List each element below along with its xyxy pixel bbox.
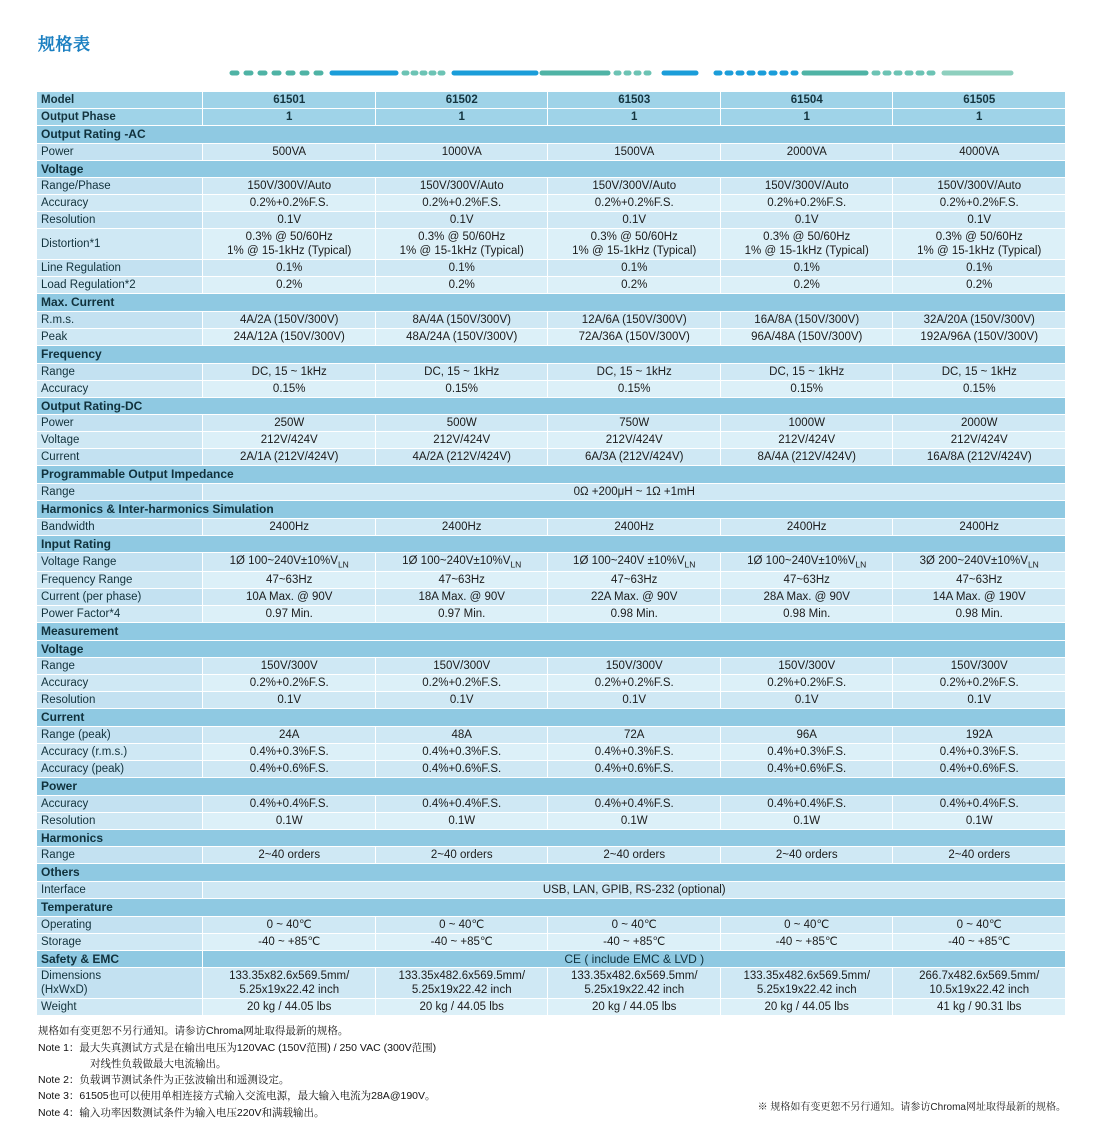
cell-value: 150V/300V	[548, 658, 721, 675]
cell-value: 212V/424V	[375, 432, 548, 449]
section-header: Output Rating-DC	[37, 397, 1066, 415]
note-line: 对线性负载做最大电流输出。	[90, 1057, 227, 1070]
cell-value: 150V/300V	[720, 658, 893, 675]
table-row	[37, 329, 1066, 346]
cell-value: -40 ~ +85℃	[203, 933, 376, 950]
cell-value: 24A	[203, 726, 376, 743]
table-row	[37, 109, 1066, 126]
row-label: Load Regulation*2	[37, 277, 203, 294]
cell-value: 0.4%+0.4%F.S.	[203, 795, 376, 812]
subscript: LN	[510, 559, 522, 570]
cell-value: 61502	[375, 92, 548, 109]
cell-value: -40 ~ +85℃	[548, 933, 721, 950]
cell-value: 0.15%	[203, 380, 376, 397]
section-header: Voltage	[37, 640, 1066, 658]
cell-value: 2~40 orders	[720, 847, 893, 864]
row-label: Voltage	[37, 432, 203, 449]
row-label: Bandwidth	[37, 518, 203, 535]
row-label: Voltage Range	[37, 553, 203, 572]
cell-value: 0.2%	[893, 277, 1066, 294]
cell-value: 0.98 Min.	[548, 605, 721, 622]
cell-value: 0.1%	[720, 260, 893, 277]
cell-value: 20 kg / 44.05 lbs	[720, 999, 893, 1016]
cell-value: 0 ~ 40℃	[720, 916, 893, 933]
cell-value: 3Ø $200\sim 240V\pm 10\%V_{LN}$	[893, 553, 1066, 572]
decorative-dot-rule	[36, 65, 1066, 81]
cell-value: 12A/6A (150V/300V)	[548, 312, 721, 329]
cell-value: 0.4%+0.6%F.S.	[720, 760, 893, 777]
cell-value: 0.15%	[548, 380, 721, 397]
cell-value: 0.1%	[375, 260, 548, 277]
cell-value-merged: 0Ω +200μH ~ 1Ω +1mH	[203, 484, 1066, 501]
cell-value: 192A/96A (150V/300V)	[893, 329, 1066, 346]
section-header: Power	[37, 777, 1066, 795]
cell-value: 8A/4A (212V/424V)	[720, 449, 893, 466]
table-row	[37, 571, 1066, 588]
cell-value: 0.2%	[203, 277, 376, 294]
cell-value: 0.98 Min.	[893, 605, 1066, 622]
section-header: Output Rating -AC	[37, 126, 1066, 144]
cell-value: 0.2%+0.2%F.S.	[203, 195, 376, 212]
cell-value: 47~63Hz	[548, 571, 721, 588]
row-label: Output Phase	[37, 109, 203, 126]
cell-value: 10A Max. @ 90V	[203, 588, 376, 605]
table-row	[37, 277, 1066, 294]
cell-value: 0.1%	[893, 260, 1066, 277]
cell-value: 192A	[893, 726, 1066, 743]
page-title: 规格表	[38, 35, 91, 54]
subscript: LN	[337, 559, 349, 570]
table-row	[37, 363, 1066, 380]
cell-value: 0.1W	[893, 812, 1066, 829]
cell-value: 4A/2A (150V/300V)	[203, 312, 376, 329]
cell-value: 150V/300V/Auto	[203, 178, 376, 195]
table-row	[37, 212, 1066, 229]
table-row	[37, 864, 1066, 882]
row-label: Power	[37, 415, 203, 432]
cell-value: 32A/20A (150V/300V)	[893, 312, 1066, 329]
table-row	[37, 916, 1066, 933]
row-label: Storage	[37, 933, 203, 950]
cell-value: 2400Hz	[893, 518, 1066, 535]
cell-value: 0.1W	[720, 812, 893, 829]
table-row	[37, 535, 1066, 553]
cell-value: 0.4%+0.4%F.S.	[375, 795, 548, 812]
table-row	[37, 847, 1066, 864]
cell-value: 0.4%+0.3%F.S.	[203, 743, 376, 760]
cell-value: 28A Max. @ 90V	[720, 588, 893, 605]
cell-value: 0.1V	[720, 692, 893, 709]
table-row	[37, 449, 1066, 466]
cell-value: 150V/300V/Auto	[720, 178, 893, 195]
cell-value: -40 ~ +85℃	[375, 933, 548, 950]
subscript: LN	[1027, 559, 1039, 570]
cell-value: 500VA	[203, 143, 376, 160]
cell-value: DC, 15 ~ 1kHz	[548, 363, 721, 380]
cell-value: 0.4%+0.4%F.S.	[548, 795, 721, 812]
cell-value: 1Ø 100~240V $\pm 10\%V_{LN}$	[548, 553, 721, 572]
section-header: Current	[37, 709, 1066, 727]
row-label: Accuracy	[37, 195, 203, 212]
cell-value: DC, 15 ~ 1kHz	[720, 363, 893, 380]
cell-value: 18A Max. @ 90V	[375, 588, 548, 605]
subscript: LN	[684, 559, 696, 570]
cell-value: 0.1V	[893, 212, 1066, 229]
cell-value: 133.35x482.6x569.5mm/ 5.25x19x22.42 inch	[720, 968, 893, 999]
cell-value: 133.35x482.6x569.5mm/ 5.25x19x22.42 inch	[375, 968, 548, 999]
table-row	[37, 501, 1066, 519]
cell-value: 0.15%	[375, 380, 548, 397]
cell-value: 1Ø $100\sim 240V\pm 10\%V_{LN}$	[720, 553, 893, 572]
row-label: Range	[37, 363, 203, 380]
cell-value: 1Ø $100\sim 240V\pm 10\%V_{LN}$	[203, 553, 376, 572]
table-row	[37, 415, 1066, 432]
table-row	[37, 640, 1066, 658]
row-label: Range	[37, 658, 203, 675]
cell-value: 0.1V	[548, 212, 721, 229]
note-line: Note 3：61505也可以使用单相连接方式输入交流电源，最大输入电流为28A@190V。	[38, 1090, 436, 1103]
cell-value: 2~40 orders	[548, 847, 721, 864]
cell-value: 250W	[203, 415, 376, 432]
row-label: Operating	[37, 916, 203, 933]
cell-value: 0 ~ 40℃	[548, 916, 721, 933]
table-row	[37, 968, 1066, 999]
cell-value: 0.2%+0.2%F.S.	[203, 675, 376, 692]
cell-value: 0.3% @ 50/60Hz 1% @ 15-1kHz (Typical)	[720, 229, 893, 260]
table-row	[37, 432, 1066, 449]
row-label: Model	[37, 92, 203, 109]
cell-value: 41 kg / 90.31 lbs	[893, 999, 1066, 1016]
cell-value: 72A	[548, 726, 721, 743]
cell-value: 14A Max. @ 190V	[893, 588, 1066, 605]
cell-value: 0.1%	[548, 260, 721, 277]
table-row	[37, 294, 1066, 312]
cell-value: 0.97 Min.	[203, 605, 376, 622]
cell-value: -40 ~ +85℃	[893, 933, 1066, 950]
cell-value: 0.1V	[203, 212, 376, 229]
table-row	[37, 999, 1066, 1016]
table-row	[37, 760, 1066, 777]
table-row	[37, 881, 1066, 898]
table-row	[37, 178, 1066, 195]
cell-value: 20 kg / 44.05 lbs	[203, 999, 376, 1016]
cell-value: 0.4%+0.3%F.S.	[720, 743, 893, 760]
table-row	[37, 743, 1066, 760]
section-header: Programmable Output Impedance	[37, 466, 1066, 484]
cell-value: 0.15%	[720, 380, 893, 397]
cell-value-merged: CE ( include EMC & LVD )	[203, 950, 1066, 968]
cell-value: 150V/300V/Auto	[375, 178, 548, 195]
row-label: Current (per phase)	[37, 588, 203, 605]
cell-value: 47~63Hz	[893, 571, 1066, 588]
row-label: Resolution	[37, 812, 203, 829]
row-label: Current	[37, 449, 203, 466]
cell-value: 20 kg / 44.05 lbs	[548, 999, 721, 1016]
row-label: Distortion*1	[37, 229, 203, 260]
table-row	[37, 658, 1066, 675]
table-row	[37, 623, 1066, 641]
table-row	[37, 795, 1066, 812]
cell-value: 0.2%	[548, 277, 721, 294]
row-label: Weight	[37, 999, 203, 1016]
table-row	[37, 312, 1066, 329]
table-row	[37, 675, 1066, 692]
table-row	[37, 380, 1066, 397]
cell-value: 0.1V	[893, 692, 1066, 709]
cell-value: 0.2%	[720, 277, 893, 294]
row-label: Accuracy (peak)	[37, 760, 203, 777]
table-row	[37, 126, 1066, 144]
row-label: Dimensions (HxWxD)	[37, 968, 203, 999]
row-label: Range	[37, 847, 203, 864]
cell-value: 0.4%+0.6%F.S.	[375, 760, 548, 777]
row-label: Interface	[37, 881, 203, 898]
cell-value: 0.1W	[548, 812, 721, 829]
cell-value: 1	[548, 109, 721, 126]
cell-value: 1	[203, 109, 376, 126]
cell-value: 1	[720, 109, 893, 126]
subscript: LN	[855, 559, 867, 570]
cell-value: 0.4%+0.3%F.S.	[548, 743, 721, 760]
table-row	[37, 829, 1066, 847]
row-label: Accuracy	[37, 380, 203, 397]
row-label: Resolution	[37, 692, 203, 709]
cell-value: 2~40 orders	[893, 847, 1066, 864]
table-row	[37, 229, 1066, 260]
cell-value: 20 kg / 44.05 lbs	[375, 999, 548, 1016]
cell-value: 0.2%+0.2%F.S.	[720, 675, 893, 692]
cell-value: 4A/2A (212V/424V)	[375, 449, 548, 466]
table-row	[37, 726, 1066, 743]
cell-value: 0.1W	[203, 812, 376, 829]
cell-value: 0 ~ 40℃	[375, 916, 548, 933]
cell-value: 2000VA	[720, 143, 893, 160]
cell-value: 0.3% @ 50/60Hz 1% @ 15-1kHz (Typical)	[375, 229, 548, 260]
section-header: Safety & EMC	[37, 950, 203, 968]
cell-value: 0.2%+0.2%F.S.	[375, 675, 548, 692]
cell-value: 0.2%+0.2%F.S.	[893, 675, 1066, 692]
row-label: Resolution	[37, 212, 203, 229]
row-label: Range	[37, 484, 203, 501]
row-label: R.m.s.	[37, 312, 203, 329]
note-line: 规格如有变更恕不另行通知。请参访Chroma网址取得最新的规格。	[38, 1025, 349, 1038]
cell-value: 1	[375, 109, 548, 126]
cell-value: 0.4%+0.6%F.S.	[203, 760, 376, 777]
cell-value: 0.2%	[375, 277, 548, 294]
cell-value: 47~63Hz	[720, 571, 893, 588]
cell-value: 0 ~ 40℃	[893, 916, 1066, 933]
cell-value: 150V/300V/Auto	[893, 178, 1066, 195]
row-label: Accuracy	[37, 795, 203, 812]
cell-value: 72A/36A (150V/300V)	[548, 329, 721, 346]
cell-value: 212V/424V	[893, 432, 1066, 449]
cell-value: 0.2%+0.2%F.S.	[375, 195, 548, 212]
table-row	[37, 484, 1066, 501]
cell-value: 0.3% @ 50/60Hz 1% @ 15-1kHz (Typical)	[893, 229, 1066, 260]
cell-value: 0.3% @ 50/60Hz 1% @ 15-1kHz (Typical)	[548, 229, 721, 260]
cell-value-merged: USB, LAN, GPIB, RS-232 (optional)	[203, 881, 1066, 898]
table-row	[37, 195, 1066, 212]
cell-value: 0.98 Min.	[720, 605, 893, 622]
cell-value: 22A Max. @ 90V	[548, 588, 721, 605]
cell-value: DC, 15 ~ 1kHz	[893, 363, 1066, 380]
cell-value: 61503	[548, 92, 721, 109]
cell-value: 2400Hz	[548, 518, 721, 535]
cell-value: 0.1V	[375, 212, 548, 229]
cell-value: 266.7x482.6x569.5mm/ 10.5x19x22.42 inch	[893, 968, 1066, 999]
table-row	[37, 605, 1066, 622]
cell-value: 0.97 Min.	[375, 605, 548, 622]
table-row	[37, 898, 1066, 916]
cell-value: 47~63Hz	[375, 571, 548, 588]
cell-value: 1	[893, 109, 1066, 126]
table-row	[37, 553, 1066, 572]
row-label: Range (peak)	[37, 726, 203, 743]
cell-value: 2000W	[893, 415, 1066, 432]
row-label: Power Factor*4	[37, 605, 203, 622]
cell-value: 24A/12A (150V/300V)	[203, 329, 376, 346]
cell-value: 0.1%	[203, 260, 376, 277]
cell-value: 96A	[720, 726, 893, 743]
table-row	[37, 160, 1066, 178]
table-row	[37, 588, 1066, 605]
cell-value: 0.1V	[548, 692, 721, 709]
table-row	[37, 777, 1066, 795]
cell-value: 0.4%+0.3%F.S.	[893, 743, 1066, 760]
table-row	[37, 260, 1066, 277]
cell-value: 2~40 orders	[375, 847, 548, 864]
row-label: Range/Phase	[37, 178, 203, 195]
specifications-table	[36, 91, 1066, 1016]
cell-value: DC, 15 ~ 1kHz	[375, 363, 548, 380]
cell-value: 61501	[203, 92, 376, 109]
cell-value: 0 ~ 40℃	[203, 916, 376, 933]
cell-value: 0.2%+0.2%F.S.	[548, 675, 721, 692]
cell-value: 0.4%+0.6%F.S.	[893, 760, 1066, 777]
cell-value: 0.3% @ 50/60Hz 1% @ 15-1kHz (Typical)	[203, 229, 376, 260]
cell-value: 0.1V	[203, 692, 376, 709]
cell-value: 133.35x482.6x569.5mm/ 5.25x19x22.42 inch	[548, 968, 721, 999]
section-header: Harmonics & Inter-harmonics Simulation	[37, 501, 1066, 519]
cell-value: 6A/3A (212V/424V)	[548, 449, 721, 466]
cell-value: DC, 15 ~ 1kHz	[203, 363, 376, 380]
cell-value: 150V/300V	[375, 658, 548, 675]
cell-value: 2400Hz	[375, 518, 548, 535]
table-row	[37, 950, 1066, 968]
cell-value: 0.2%+0.2%F.S.	[548, 195, 721, 212]
cell-value: 1000VA	[375, 143, 548, 160]
cell-value: 2400Hz	[720, 518, 893, 535]
row-label: Line Regulation	[37, 260, 203, 277]
row-label: Accuracy (r.m.s.)	[37, 743, 203, 760]
cell-value: 150V/300V	[893, 658, 1066, 675]
cell-value: 8A/4A (150V/300V)	[375, 312, 548, 329]
cell-value: 4000VA	[893, 143, 1066, 160]
cell-value: 1Ø $100\sim 240V\pm 10\%V_{LN}$	[375, 553, 548, 572]
cell-value: 212V/424V	[548, 432, 721, 449]
cell-value: 133.35x82.6x569.5mm/ 5.25x19x22.42 inch	[203, 968, 376, 999]
section-header: Max. Current	[37, 294, 1066, 312]
cell-value: 2400Hz	[203, 518, 376, 535]
section-header: Measurement	[37, 623, 1066, 641]
cell-value: 2A/1A (212V/424V)	[203, 449, 376, 466]
cell-value: 500W	[375, 415, 548, 432]
cell-value: -40 ~ +85℃	[720, 933, 893, 950]
cell-value: 0.4%+0.4%F.S.	[893, 795, 1066, 812]
cell-value: 16A/8A (212V/424V)	[893, 449, 1066, 466]
note-line: Note 4：输入功率因数测试条件为输入电压220V和满载输出。	[38, 1106, 325, 1119]
cell-value: 150V/300V	[203, 658, 376, 675]
cell-value: 0.2%+0.2%F.S.	[720, 195, 893, 212]
table-row	[37, 709, 1066, 727]
cell-value: 0.4%+0.3%F.S.	[375, 743, 548, 760]
section-header: Input Rating	[37, 535, 1066, 553]
cell-value: 0.2%+0.2%F.S.	[893, 195, 1066, 212]
cell-value: 1000W	[720, 415, 893, 432]
note-line: Note 1：最大失真测试方式是在输出电压为120VAC (150V范围) / 250 VAC (300V范围)	[38, 1041, 437, 1054]
section-header: Temperature	[37, 898, 1066, 916]
table-row	[37, 92, 1066, 109]
cell-value: 0.1V	[720, 212, 893, 229]
row-label: Accuracy	[37, 675, 203, 692]
table-row	[37, 812, 1066, 829]
section-header: Others	[37, 864, 1066, 882]
footer-note: ※ 规格如有变更恕不另行通知。请参访Chroma网址取得最新的规格。	[757, 1101, 1066, 1113]
table-row	[37, 518, 1066, 535]
row-label: Frequency Range	[37, 571, 203, 588]
cell-value: 61505	[893, 92, 1066, 109]
cell-value: 0.15%	[893, 380, 1066, 397]
note-line: Note 2：负载调节测试条件为正弦波输出和遥测设定。	[38, 1074, 290, 1087]
cell-value: 16A/8A (150V/300V)	[720, 312, 893, 329]
table-row	[37, 933, 1066, 950]
table-row	[37, 143, 1066, 160]
section-header: Frequency	[37, 346, 1066, 364]
cell-value: 0.4%+0.6%F.S.	[548, 760, 721, 777]
cell-value: 0.1V	[375, 692, 548, 709]
row-label: Power	[37, 143, 203, 160]
table-row	[37, 466, 1066, 484]
cell-value: 750W	[548, 415, 721, 432]
cell-value: 2~40 orders	[203, 847, 376, 864]
cell-value: 0.4%+0.4%F.S.	[720, 795, 893, 812]
cell-value: 1500VA	[548, 143, 721, 160]
cell-value: 0.1W	[375, 812, 548, 829]
cell-value: 61504	[720, 92, 893, 109]
cell-value: 48A	[375, 726, 548, 743]
row-label: Peak	[37, 329, 203, 346]
cell-value: 212V/424V	[720, 432, 893, 449]
table-row	[37, 692, 1066, 709]
cell-value: 96A/48A (150V/300V)	[720, 329, 893, 346]
table-row	[37, 346, 1066, 364]
cell-value: 47~63Hz	[203, 571, 376, 588]
cell-value: 48A/24A (150V/300V)	[375, 329, 548, 346]
section-header: Harmonics	[37, 829, 1066, 847]
table-body	[37, 92, 1066, 1016]
section-header: Voltage	[37, 160, 1066, 178]
table-row	[37, 397, 1066, 415]
cell-value: 212V/424V	[203, 432, 376, 449]
cell-value: 150V/300V/Auto	[548, 178, 721, 195]
